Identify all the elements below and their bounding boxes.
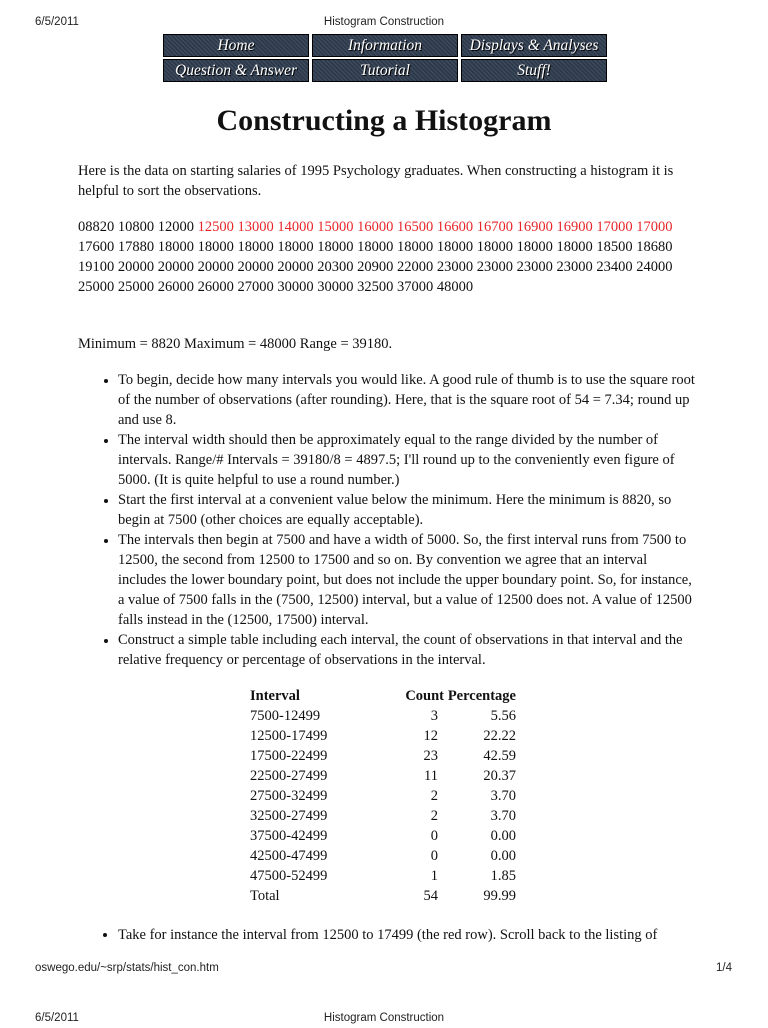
- nav-tutorial-button[interactable]: Tutorial: [312, 59, 458, 82]
- col-header-percentage: Percentage: [447, 688, 516, 704]
- data-before-red: 08820 10800 12000: [78, 219, 198, 235]
- nav-stuff-button[interactable]: Stuff!: [461, 59, 607, 82]
- next-page-title: Histogram Construction: [323, 1012, 445, 1024]
- step-item: • To begin, decide how many intervals you would like. A good rule of thumb is to use the square root of the number of observations (after rounding). Here, that is the square root of 54 = 7.34; round up and use 8.: [118, 370, 696, 430]
- cell-interval: 42500-47499: [250, 848, 328, 864]
- cell-count: 2: [430, 808, 438, 824]
- table-total-row: [250, 886, 516, 906]
- table-row: [250, 826, 516, 846]
- cell-interval: 17500-22499: [250, 748, 328, 764]
- nav-question-answer-button[interactable]: Question & Answer: [163, 59, 309, 82]
- print-header: [0, 16, 768, 32]
- cell-percentage: 0.00: [490, 828, 516, 844]
- cell-percentage: 5.56: [490, 708, 516, 724]
- print-date: 6/5/2011: [35, 16, 79, 28]
- nav-menu: [163, 34, 607, 82]
- table-row: [250, 706, 516, 726]
- cell-percentage: 20.37: [483, 768, 516, 784]
- col-header-count: Count: [405, 688, 444, 704]
- step-item: • Start the first interval at a convenient value below the minimum. Here the minimum is 8820, so begin at 7500 (other choices are equally acceptable).: [118, 490, 696, 530]
- cell-interval: 27500-32499: [250, 788, 328, 804]
- table-row: [250, 766, 516, 786]
- salary-data-list: [78, 217, 694, 297]
- cell-count: 3: [430, 708, 438, 724]
- continuation-list: [78, 925, 696, 945]
- cell-interval: 47500-52499: [250, 868, 328, 884]
- table-row: [250, 806, 516, 826]
- step-item: • Construct a simple table including each interval, the count of observations in that interval and the relative frequency or percentage of observations in the interval.: [118, 630, 696, 670]
- data-red-values: 12500 13000 14000 15000 16000 16500 16600 16700 16900 16900 17000 17000: [197, 219, 673, 235]
- cell-count: 11: [424, 768, 438, 784]
- cell-count: 1: [430, 868, 438, 884]
- table-row: [250, 866, 516, 886]
- table-row: [250, 746, 516, 766]
- table-header-row: [250, 686, 516, 706]
- cell-interval: 22500-27499: [250, 768, 328, 784]
- cell-count: 23: [423, 748, 438, 764]
- cell-count: 0: [430, 848, 438, 864]
- footer-url: oswego.edu/~srp/stats/hist_con.htm: [35, 962, 219, 974]
- continuation-item: • Take for instance the interval from 12500 to 17499 (the red row). Scroll back to the listing of: [118, 925, 696, 945]
- print-footer: [0, 962, 768, 978]
- step-item: • The interval width should then be approximately equal to the range divided by the number of intervals. Range/# Intervals = 39180/8 = 4897.5; I'll round up to the conveniently even figure of 5000. (It is quite helpful to use a round number.): [118, 430, 696, 490]
- print-title: Histogram Construction: [323, 16, 445, 28]
- cell-percentage: 3.70: [490, 808, 516, 824]
- cell-count: 2: [430, 788, 438, 804]
- footer-page-number: 1/4: [716, 962, 732, 974]
- cell-count: 0: [430, 828, 438, 844]
- cell-percentage: 1.85: [490, 868, 516, 884]
- cell-percentage: 0.00: [490, 848, 516, 864]
- cell-percentage: 99.99: [483, 888, 516, 904]
- cell-count: 12: [423, 728, 438, 744]
- page-title: Constructing a Histogram: [216, 104, 552, 137]
- cell-count: 54: [423, 888, 438, 904]
- data-after-red: 17600 17880 18000 18000 18000 18000 18000 18000 18000 18000 18000 18000 18000 18500 18680 19100 20000 20000 20000 20000 20000 20300 20900 22000 23000 23000 23000 23000 23400 24000 25000 25000 26000 26000 27000 30000 30000 32500 37000 48000: [78, 239, 673, 295]
- intro-paragraph: Here is the data on starting salaries of 1995 Psychology graduates. When constructing a histogram it is helpful to sort the observations.: [78, 163, 674, 199]
- frequency-table: [250, 686, 516, 906]
- cell-percentage: 3.70: [490, 788, 516, 804]
- cell-interval: 12500-17499: [250, 728, 328, 744]
- next-page-date: 6/5/2011: [35, 1012, 79, 1024]
- table-row: [250, 786, 516, 806]
- table-row: [250, 846, 516, 866]
- cell-percentage: 22.22: [483, 728, 516, 744]
- cell-interval: 37500-42499: [250, 828, 328, 844]
- cell-interval: Total: [250, 888, 280, 904]
- col-header-interval: Interval: [250, 688, 300, 704]
- cell-interval: 32500-27499: [250, 808, 328, 824]
- table-row: [250, 726, 516, 746]
- nav-displays-analyses-button[interactable]: Displays & Analyses: [461, 34, 607, 57]
- cell-percentage: 42.59: [483, 748, 516, 764]
- min-max-range: Minimum = 8820 Maximum = 48000 Range = 39180.: [78, 336, 393, 352]
- nav-information-button[interactable]: Information: [312, 34, 458, 57]
- step-item: • The intervals then begin at 7500 and have a width of 5000. So, the first interval runs from 7500 to 12500, the second from 12500 to 17500 and so on. By convention we agree that an interval includes the lower boundary point, but does not include the upper boundary point. So, for instance, a value of 7500 falls in the (7500, 12500) interval, but a value of 12500 does not. A value of 12500 falls instead in the (12500, 17500) interval.: [118, 530, 696, 630]
- cell-interval: 7500-12499: [250, 708, 321, 724]
- steps-list: [78, 370, 696, 670]
- next-page-header: [0, 1012, 768, 1028]
- nav-home-button[interactable]: Home: [163, 34, 309, 57]
